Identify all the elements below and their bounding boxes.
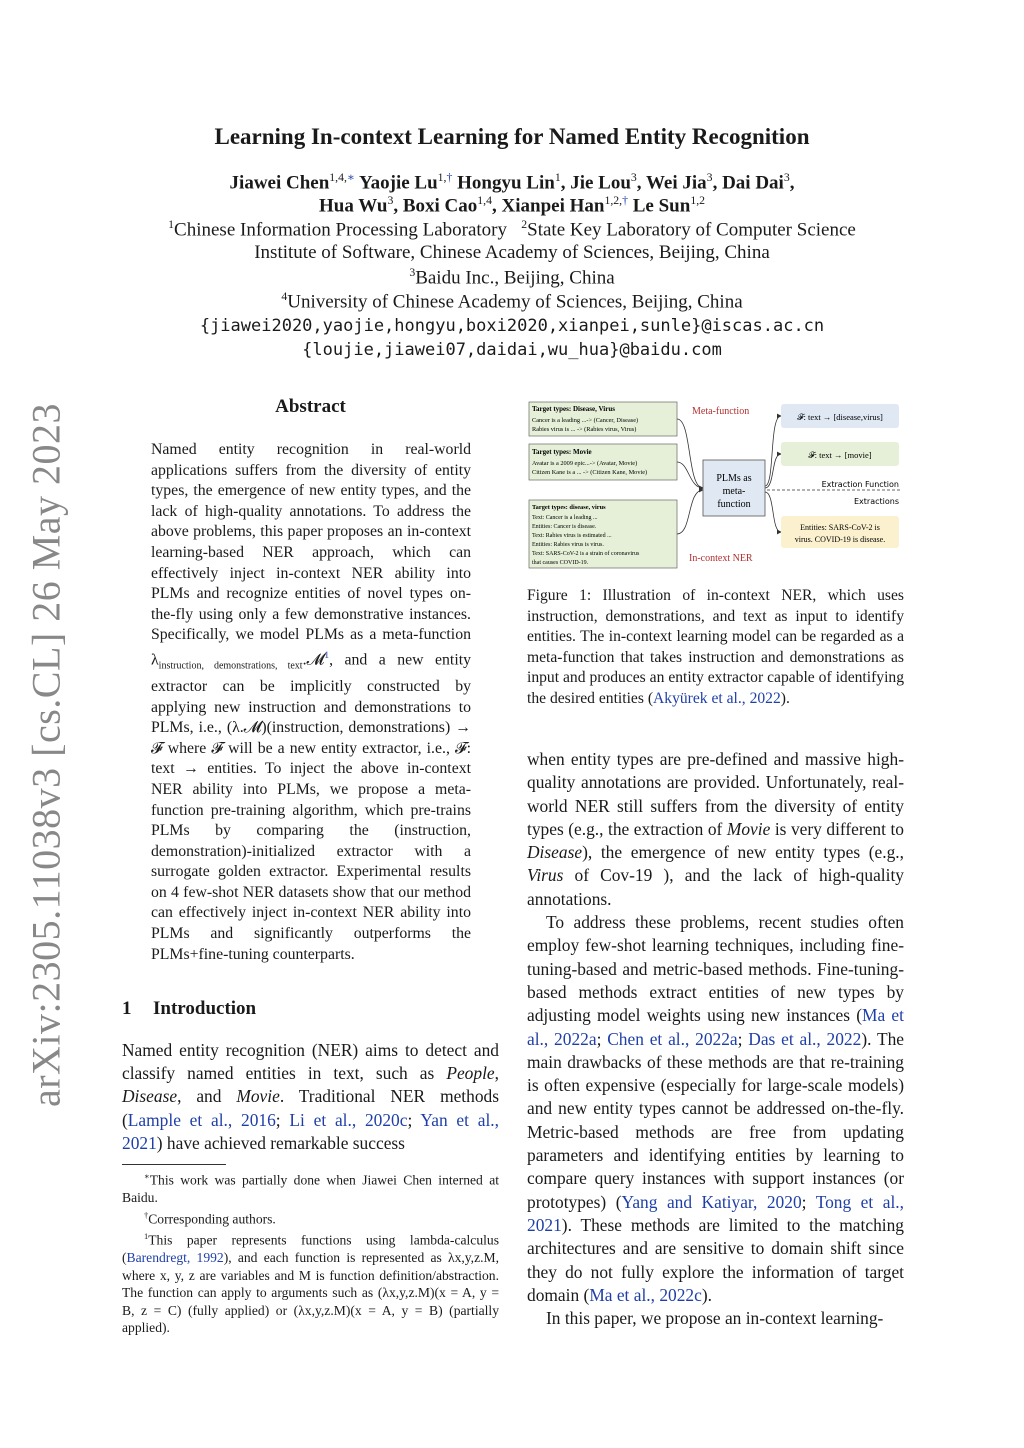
svg-text:function: function — [717, 499, 751, 510]
svg-text:virus. COVID-19 is disease.: virus. COVID-19 is disease. — [794, 535, 886, 544]
box2-line: Citizen Kane is a ... -> (Citizen Kane, Movie) — [532, 469, 648, 476]
box2-line: Avatar is a 2009 epic...-> (Avatar, Movie) — [532, 460, 638, 467]
citation-link[interactable]: Barendregt, 1992 — [126, 1249, 224, 1265]
paragraph: In this paper, we propose an in-context learning- — [546, 1308, 884, 1329]
affiliation-line-4: $^4$University of Chinese Academy of Sciences, Beijing, China — [281, 290, 743, 313]
svg-text:PLMs as: PLMs as — [716, 473, 752, 484]
svg-text:𝓕: text → [disease,virus]: 𝓕: text → [disease,virus] — [797, 412, 883, 422]
abstract-body: Named entity recognition in real-world applications suffers from the diversity of entity types, the emergence of new entity types, and the lack of high-quality annotations. To address the above problems, this paper proposes an in-context learning-based NER approach, which can effectively inject in-context NER ability into PLMs and recognize entities of novel types on-the-fly using only a few demonstrative instances. Specifically, we model PLMs as a meta-function $\lambda_{instruction, demonstrations, text}.𝓜^1$, and a new entity extractor can be implicitly constructed by applying new instruction and demonstrations to PLMs, i.e., (λ.𝓜)(instruction, demonstrations) → 𝓕 where 𝓕 will be a new entity extractor, i.e., 𝓕: text → entities. To inject the above in-context NER ability into PLMs, we propose a meta-function pre-training algorithm, which pre-trains PLMs by comparing the (instruction, demonstration)-initialized extractor with a surrogate golden extractor. Experimental results on 4 few-shot NER datasets show that our method can effectively inject in-context NER ability into PLMs and significantly outperforms the PLMs+fine-tuning counterparts. — [151, 441, 471, 963]
footnote-3: $^1$This paper represents functions using lambda-calculus (Barendregt, 1992), and each function is represented as λx,y,z.M, where x, y, z are variables and M is function definition/abstraction. The function can apply to arguments such as (λx,y,z.M)(x = A, y = B, z = C) (fully applied) or (λx,y,z.M)(x = A, y = B) (partially applied). — [122, 1230, 499, 1336]
lambda-symbol: λ — [151, 651, 159, 669]
svg-text:Entities: SARS-CoV-2 is: Entities: SARS-CoV-2 is — [800, 523, 880, 532]
footnote-divider — [122, 1164, 226, 1165]
affiliation-institute: Institute of Software, Chinese Academy of Sciences, Beijing, China — [254, 242, 770, 263]
author-line-2: Hua Wu$^3$, Boxi Cao$^{1,4}$, Xianpei Han$^{1,2,\dagger}$ Le Sun$^{1,2}$ — [318, 194, 706, 217]
meta-function-label: Meta-function — [692, 406, 750, 417]
arrow-box1-to-plm — [677, 419, 703, 488]
author: Xianpei Han — [501, 195, 605, 217]
arxiv-identifier — [6, 402, 86, 1108]
arxiv-id-text: arXiv:2305.11038v3 [cs.CL] 26 May 2023 — [23, 402, 69, 1108]
footnote-1: ∗This work was partially done when Jiawei Chen interned at Baidu. — [122, 1171, 499, 1206]
svg-text:𝓕: text → [movie]: 𝓕: text → [movie] — [808, 450, 872, 460]
box3-title: Target types: disease, virus — [532, 504, 606, 511]
author: Jie Lou — [570, 172, 631, 194]
citation-link[interactable]: Lample et al., 2016 — [127, 1109, 276, 1130]
box1-line: Cancer is a leading ...-> (Cancer, Disease) — [532, 417, 639, 424]
citation-link[interactable]: Das et al., 2022 — [748, 1028, 862, 1049]
author: Jiawei Chen — [229, 172, 330, 194]
paper-title: Learning In-context Learning for Named Entity Recognition — [214, 124, 810, 149]
arrow-to-f1 — [765, 416, 781, 486]
arrow-to-f2 — [765, 454, 781, 488]
box3-line: Text: SARS-CoV-2 is a strain of coronavirus — [532, 551, 640, 557]
email-line-1: {jiawei2020,yaojie,hongyu,boxi2020,xianpei,sunle}@iscas.ac.cn — [199, 316, 825, 336]
affiliation-line-3: $^3$Baidu Inc., Beijing, China — [409, 266, 615, 289]
citation-link[interactable]: Akyürek et al., 2022 — [653, 689, 781, 707]
citation-link[interactable]: Yan et al., 2021 — [122, 1109, 499, 1153]
box3-line: that causes COVID-19. — [532, 560, 589, 566]
arrow-box2-to-plm — [677, 462, 703, 488]
footnote-ref[interactable]: 1 — [324, 649, 330, 661]
author: Dai Dai — [722, 172, 784, 194]
author: Hua Wu — [318, 195, 388, 217]
paragraph: when entity types are pre-defined and massive high-quality annotations are provided. Unfortunately, real-world NER still suffers from the diversity of entity types (e.g., the extraction of Movie is very different to Disease), the emergence of new entity types (e.g., Virus of Cov-19 ), and the lack of high-quality annotations. — [527, 749, 904, 909]
box2-title: Target types: Movie — [532, 448, 592, 456]
author: Yaojie Lu — [359, 172, 438, 194]
footnotes — [122, 1168, 499, 1337]
box1-title: Target types: Disease, Virus — [532, 405, 615, 413]
footnote-2: †Corresponding authors. — [144, 1209, 276, 1227]
email-line-2: {loujie,jiawei07,daidai,wu_hua}@baidu.com — [302, 340, 722, 360]
figure-1-caption: Figure 1: Illustration of in-context NER, which uses instruction, demonstrations, and text as input to identify entities. The in-context learning model can be regarded as a meta-function that takes instruction and demonstrations as input and produces an entity extractor capable of identifying the desired entities (Akyürek et al., 2022). — [527, 587, 904, 707]
arrow-to-entities — [765, 492, 781, 532]
author: Le Sun — [632, 195, 691, 217]
affiliation-line-1: $^1$Chinese Information Processing Laboratory $^2$State Key Laboratory of Computer Science — [168, 218, 856, 241]
box3-line: Text: Cancer is a leading ... — [532, 515, 598, 521]
citation-link[interactable]: Yang and Katiyar, 2020 — [621, 1191, 802, 1212]
arrow-box3-to-plm — [677, 490, 703, 534]
citation-link[interactable]: Chen et al., 2022a — [607, 1028, 738, 1049]
box1-line: Rabies virus is ... -> (Rabies virus, Virus) — [532, 426, 637, 433]
citation-link[interactable]: Tong et al., 2021 — [527, 1191, 904, 1235]
author: Wei Jia — [645, 172, 707, 194]
box3-line: Entities: Rabies virus is virus. — [532, 542, 604, 548]
author: Hongyu Lin — [457, 172, 555, 194]
citation-link[interactable]: Ma et al., 2022a — [527, 1005, 904, 1049]
box3-line: Entities: Cancer is disease. — [532, 524, 597, 530]
author-line-1: Jiawei Chen$^{1,4,∗}$ Yaojie $Lu^{1,\dagger}$ Hongyu Lin$^1$, Jie Lou$^3$, Wei Jia$^3$, Dai Dai$^3$, — [229, 171, 795, 194]
section-heading-introduction: 1 Introduction — [122, 998, 257, 1019]
figure-1-diagram — [527, 398, 907, 576]
author: Boxi Cao — [402, 195, 478, 217]
box3-line: Text: Rabies virus is estimated ... — [532, 533, 612, 539]
in-context-ner-label: In-context NER — [689, 553, 753, 564]
extractions-label: Extractions — [853, 497, 899, 506]
introduction-paragraph: Named entity recognition (NER) aims to detect and classify named entities in text, such as People, Disease, and Movie. Traditional NER methods (Lample et al., 2016; Li et al., 2020c; Yan et al., 2021) have achieved remarkable success — [122, 1040, 499, 1153]
citation-link[interactable]: Ma et al., 2022c — [589, 1284, 702, 1305]
svg-text:meta-: meta- — [722, 486, 746, 497]
extraction-function-label: Extraction Function — [821, 480, 899, 489]
abstract-heading: Abstract — [275, 396, 346, 417]
right-column-body — [527, 748, 904, 1330]
citation-link[interactable]: Li et al., 2020c — [289, 1109, 408, 1130]
paragraph: To address these problems, recent studies often employ few-shot learning techniques, including fine-tuning-based and metric-based methods. Fine-tuning-based methods extract entities of new types by adjusting model weights using new instances (Ma et al., 2022a; Chen et al., 2022a; Das et al., 2022). The main drawbacks of these methods are that re-training is often expensive (especially for large-scale models) and new entity types cannot be addressed on-the-fly. Metric-based methods are free from updating parameters and identifying entities by learning to compare query instances with support instances (or prototypes) (Yang and Katiyar, 2020; Tong et al., 2021). These methods are limited to the matching architectures and are sensitive to domain shift since they do not fully explore the information of target domain (Ma et al., 2022c). — [527, 912, 904, 1305]
